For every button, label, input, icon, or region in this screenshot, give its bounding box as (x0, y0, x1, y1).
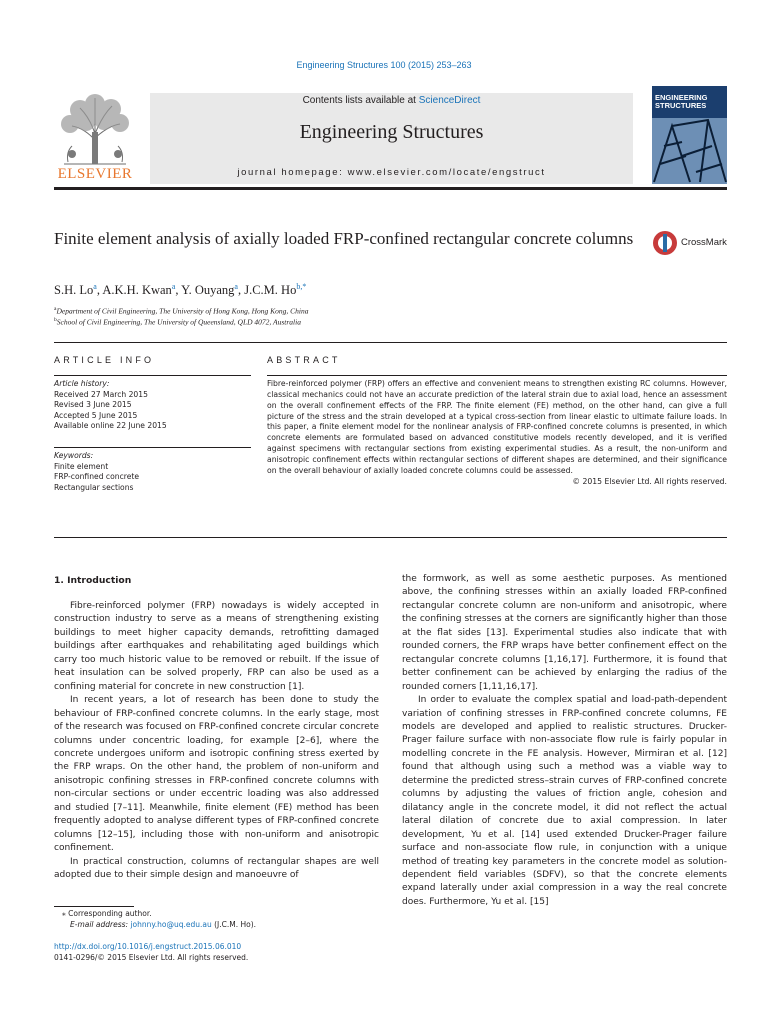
crossmark-label: CrossMark (681, 237, 727, 248)
body-left-column (54, 600, 379, 883)
author[interactable]: J.C.M. $Ho^{b,*}$ (244, 282, 307, 298)
abstract-bottom-rule (54, 537, 727, 538)
article-info-heading: ARTICLE INFO (54, 355, 155, 365)
history-item: Available online 22 June 2015 (54, 421, 167, 431)
keyword: FRP-confined concrete (54, 472, 140, 482)
author[interactable]: Y. Ouyang$^a$, (181, 282, 245, 298)
affiliation: $^b$School of Civil Engineering, The University of Queensland, QLD 4072, Australia (54, 317, 301, 327)
history-label: Article history: (54, 379, 110, 388)
email-note: E-mail address: johnny.ho@uq.edu.au (J.C.M. Ho). (70, 920, 257, 929)
publisher-logo-text: ELSEVIER (57, 166, 133, 182)
keywords (54, 451, 254, 493)
corresponding-author-note: ⁎ Corresponding author. (62, 909, 152, 918)
abstract-text: Fibre-reinforced polymer (FRP) offers an effective and convenient means to strengthen existing RC columns. However, classical mechanics could not have an accurate prediction of the lateral strain due to axial load, hence an assessment on the overall confinement effects of the FRP. The finite element (FE) method, on the other hand, can give a full picture of the stress and the strain developed at a typical cross-section from linear elastic to ultimate failure loads. In this paper, a finite element model for the nonlinear analysis of FRP-confined concrete columns is presented, in which concrete elements are formulated based on advanced constitutive models recently developed, and it is verified against specimens with rectangular sections from existing experimental studies. As a result, the non-uniform and anisotropic confinement effects within rectangular sections of different shapes are determined, and their significance on the overall behaviour of axially loaded concrete columns could be assessed. (267, 379, 727, 475)
journal-reference-link[interactable]: Engineering Structures 100 (2015) 253–263 (296, 60, 472, 70)
sciencedirect-link[interactable]: ScienceDirect (418, 95, 481, 106)
author[interactable]: A.K.H. Kwan$^a$, (102, 282, 182, 298)
abstract-rule (267, 375, 727, 376)
cover-title: ENGINEERING STRUCTURES (655, 93, 708, 110)
homepage-prefix: journal homepage: (237, 167, 348, 178)
info-rule (54, 375, 251, 376)
history-item: Received 27 March 2015 (54, 389, 148, 399)
info-rule (54, 447, 251, 448)
crossmark-icon (652, 230, 678, 256)
keyword: Rectangular sections (54, 482, 134, 492)
email-link[interactable]: johnny.ho@uq.edu.au (130, 920, 212, 929)
article-history (54, 379, 254, 432)
paragraph: the formwork, as well as some aesthetic purposes. As mentioned above, the confining stresses within an axially loaded FRP-confined rectangular concrete column are non-uniform and anisotropic, where the confining stresses at the corners are significantly higher than those at the flat sides [13]. Experimental studies also indicate that with rounded corners, the FRP wraps have better confinement effect on the rectangular concrete columns [1,16,17]. Furthermore, it is found that better confinement can be achieved by enlarging the radius of the rounded corners [1,11,16,17]. (402, 574, 727, 692)
contents-prefix: Contents lists available at (302, 95, 419, 106)
contents-line (150, 95, 633, 106)
footnote-rule (54, 906, 134, 907)
keyword: Finite element (54, 461, 109, 471)
journal-name: Engineering Structures (299, 121, 484, 143)
affiliation-rule (54, 342, 727, 343)
section-heading-introduction: 1. Introduction (54, 575, 132, 586)
paragraph: In order to evaluate the complex spatial and load-path-dependent variation of confining stresses in FRP-confined concrete columns, FE models are developed and applied to realistic structures. Drucker-Prager failure surface with non-associate flow rule is fairly popular in modelling concrete in the FE analysis. However, Mirmiran et al. [12] found that although using such a method was a viable way to determine the predicted stress–strain curves of FRP-confined concrete columns by adjusting the values of friction angle, cohesion and dilatancy angle in the concrete model, it did not reflect the actual lateral dilation of concrete due to axial compression. In later development, Yu et al. [14] used extended Drucker-Prager failure surface and non-associate flow rule, in conjunction with a unique method of treating key parameters in the concrete model as solution-dependent field variables (SDFV), so that the concrete elements expand laterally under axial compression in a way the real concrete does. Furthermore, Yu et al. [15] (402, 695, 727, 907)
author[interactable]: S.H. Lo$^a$, (54, 282, 103, 298)
doi-link[interactable]: http://dx.doi.org/10.1016/j.engstruct.2015.06.010 (54, 942, 242, 951)
history-item: Accepted 5 June 2015 (54, 410, 138, 420)
abstract-heading: ABSTRACT (267, 355, 341, 365)
body-right-column (402, 573, 727, 909)
paragraph: In recent years, a lot of research has been done to study the behaviour of FRP-confined concrete columns. In the early stage, most of the research was focused on FRP-confined concrete circular concrete columns under concentric loading, for example [2–6], where the concrete undergoes uniform and isotropic confining stress exerted by the FRP wraps. On the other hand, the problem of non-uniform and anisotropic confining stresses in FRP-confined concrete columns with non-circular sections or under eccentric loading was also addressed and studied [7–11]. Meanwhile, finite element (FE) method has been frequently adopted to analyse different types of FRP-confined concrete columns [12–15], including those with non-uniform and anisotropic confinement. (54, 695, 379, 854)
homepage-url[interactable]: www.elsevier.com/locate/engstruct (347, 167, 546, 178)
author-list (54, 282, 306, 298)
article-title: Finite element analysis of axially loaded FRP-confined rectangular concrete columns (54, 229, 634, 248)
issn-line: 0141-0296/© 2015 Elsevier Ltd. All rights reserved. (54, 953, 249, 962)
journal-cover-image[interactable] (652, 86, 727, 184)
crossmark-badge[interactable] (652, 230, 732, 258)
header-rule (54, 187, 727, 190)
affiliation: $^a$Department of Civil Engineering, The University of Hong Kong, Hong Kong, China (54, 306, 309, 316)
abstract-body (267, 379, 727, 487)
paragraph: In practical construction, columns of rectangular shapes are well adopted due to their simple design and manoeuvre of (54, 856, 379, 881)
journal-homepage (150, 167, 633, 178)
abstract-copyright: © 2015 Elsevier Ltd. All rights reserved. (572, 476, 727, 486)
keywords-label: Keywords: (54, 451, 94, 460)
paragraph: Fibre-reinforced polymer (FRP) nowadays is widely accepted in construction industry to serve as a means of strengthening existing buildings to meet higher capacity demands, retrofitting damaged buildings after earthquakes and rehabilitating aged buildings which carry too much historic value to be removed or rebuilt. If the issue of heat insulation can be solved properly, FRP can also be used as a confining material for concrete in new construction [1]. (54, 601, 379, 692)
history-item: Revised 3 June 2015 (54, 400, 132, 410)
